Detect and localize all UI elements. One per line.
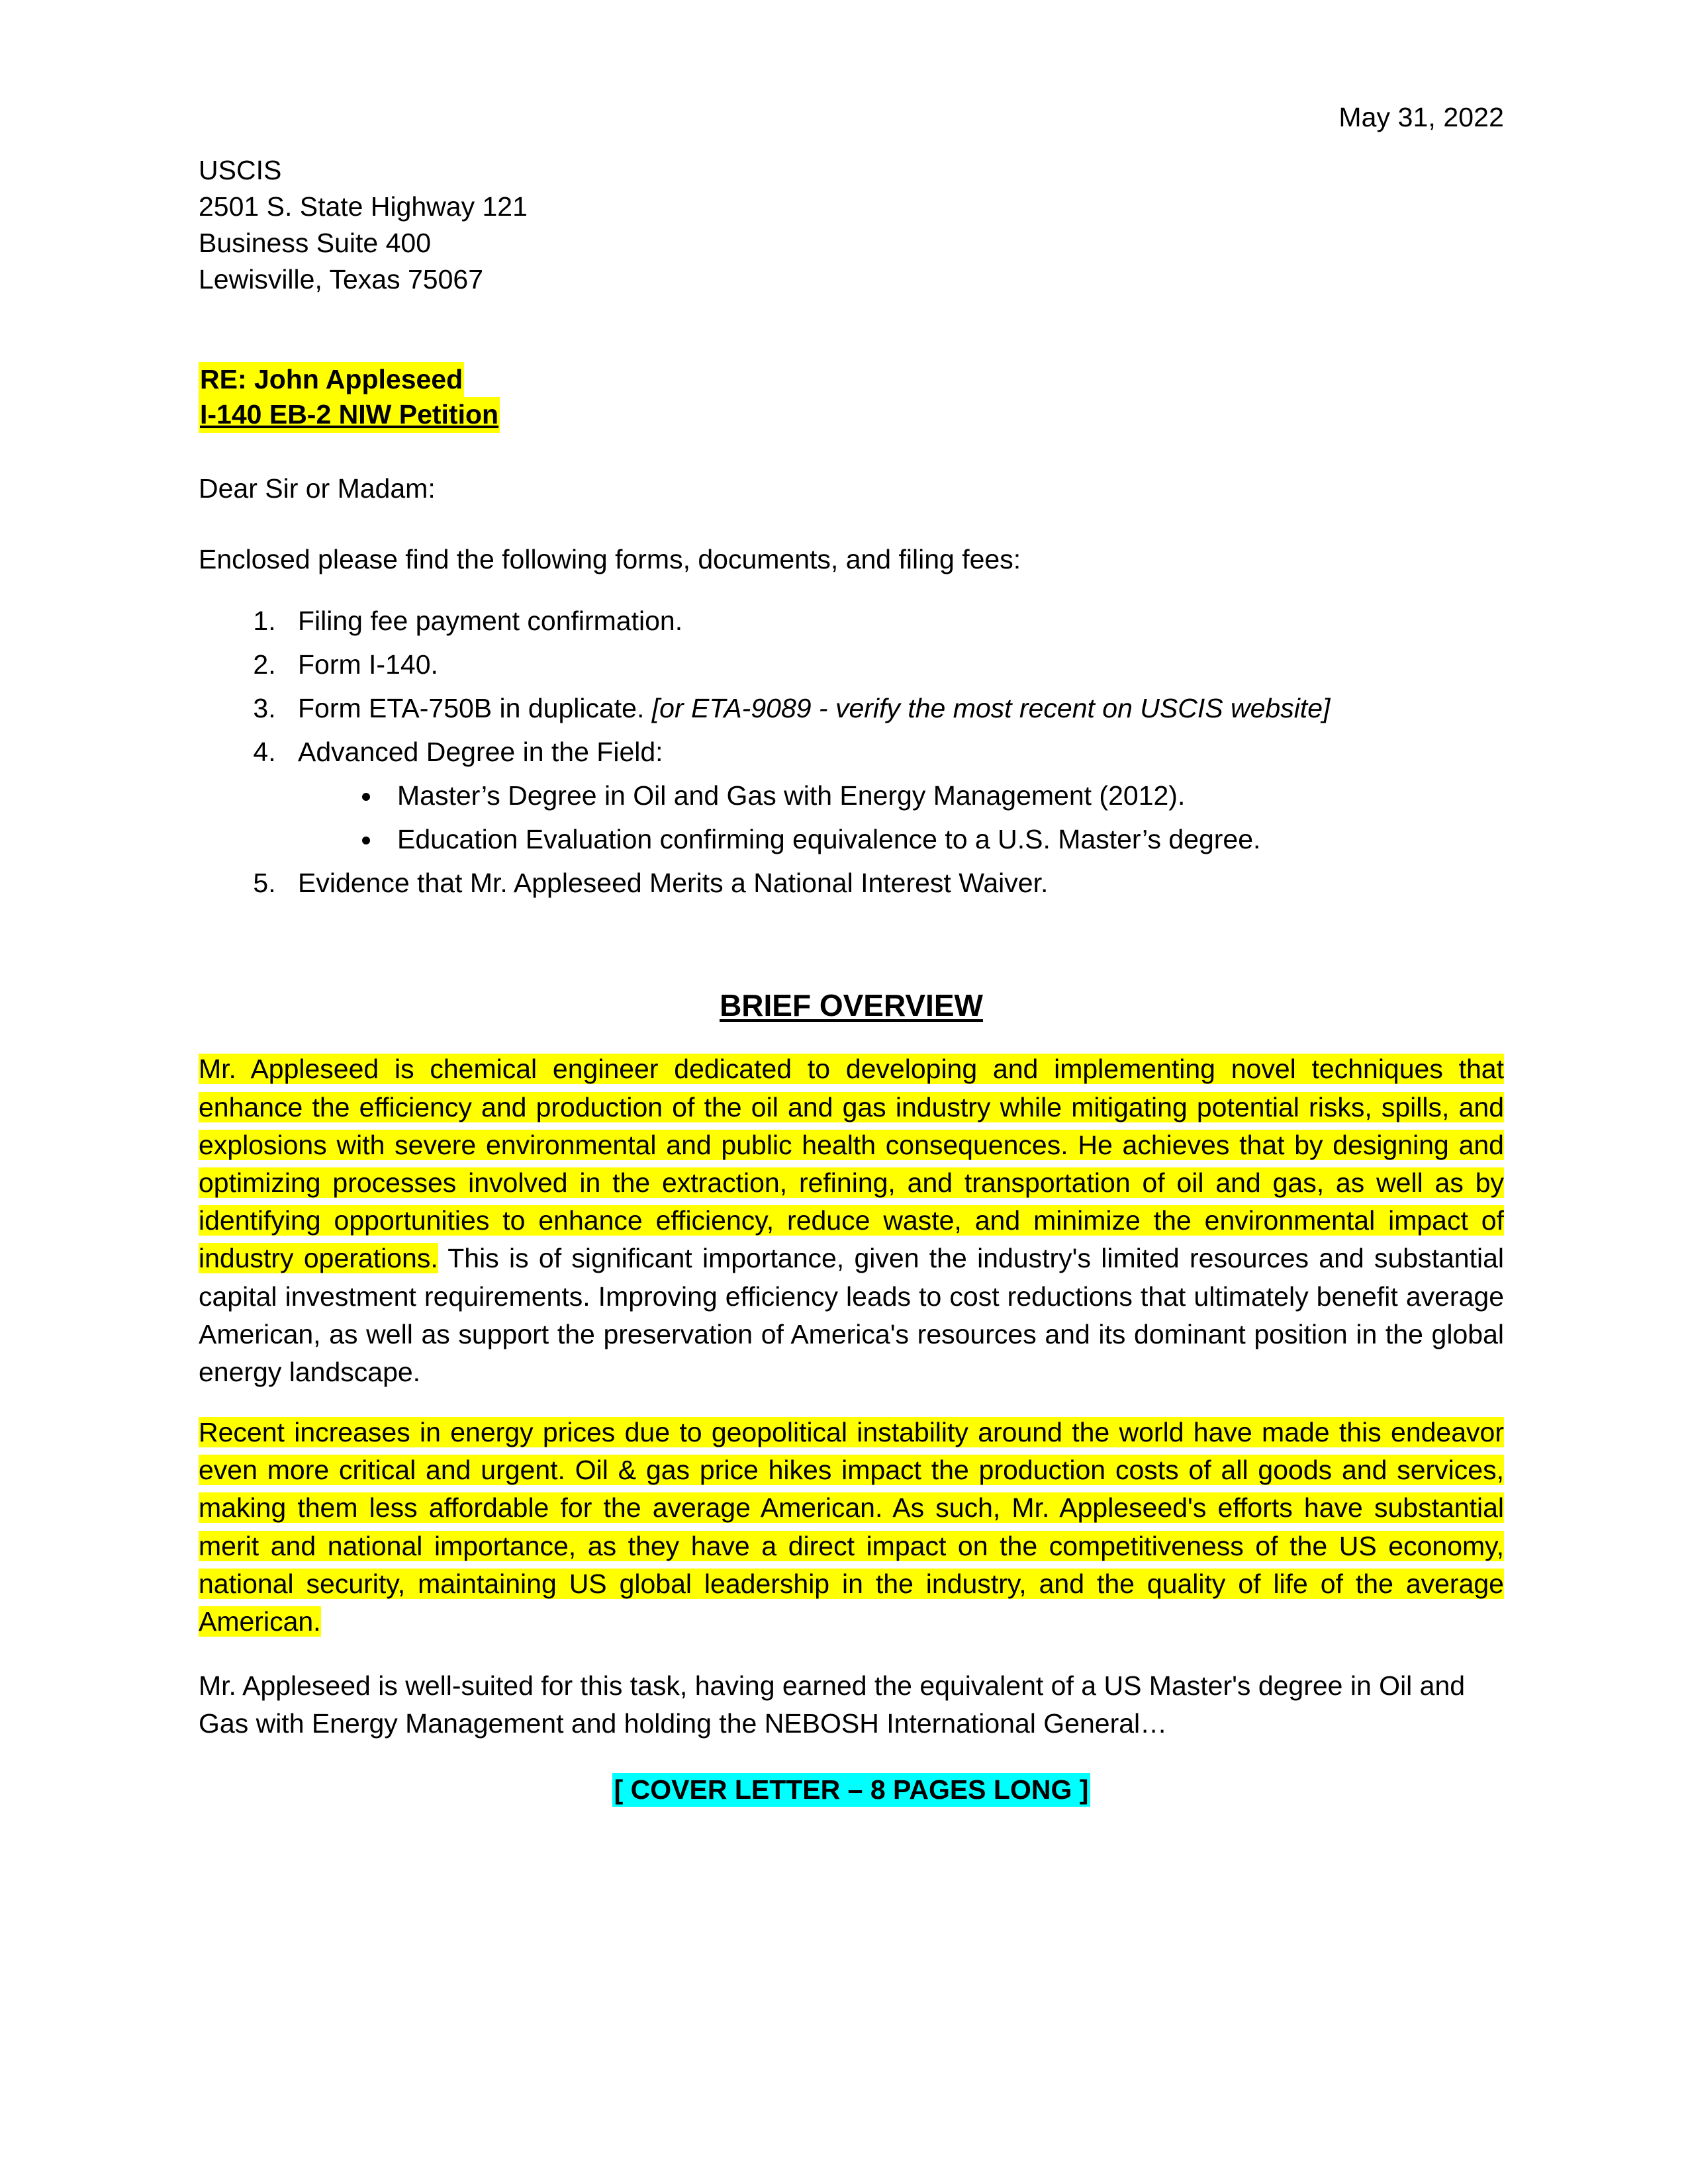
enclosure-text-1: Filing fee payment confirmation. bbox=[298, 606, 683, 637]
plain-text: Mr. Appleseed is well-suited for this task, having earned the equivalent of a US Master's degree in Oil and Gas with Energy Management and holding the NEBOSH International General… bbox=[199, 1670, 1466, 1739]
address-line-1: USCIS bbox=[199, 154, 282, 185]
enclosure-text-2: Form I-140. bbox=[298, 649, 438, 680]
list-item bbox=[283, 603, 1504, 639]
list-item bbox=[283, 734, 1504, 858]
overview-paragraph-2 bbox=[199, 1414, 1504, 1641]
re-subject-row-2 bbox=[199, 397, 1504, 433]
cover-letter-note bbox=[199, 1772, 1504, 1807]
list-item bbox=[283, 865, 1504, 901]
recipient-address-block bbox=[199, 152, 1504, 298]
enclosure-sub-text-1: Master’s Degree in Oil and Gas with Energy Management (2012). bbox=[397, 780, 1186, 811]
enclosure-sub-list bbox=[298, 778, 1504, 858]
enclosure-intro: Enclosed please find the following forms, documents, and filing fees: bbox=[199, 544, 1021, 575]
letter-date: May 31, 2022 bbox=[1338, 102, 1504, 132]
enclosure-text-3: Form ETA-750B in duplicate. bbox=[298, 692, 652, 723]
list-item bbox=[383, 821, 1504, 858]
page-title bbox=[199, 986, 1504, 1026]
overview-paragraph-1 bbox=[199, 1050, 1504, 1391]
highlighted-text: Mr. Appleseed is chemical engineer dedicated to developing and implementing novel techniques that enhance the efficiency and production of the oil and gas industry while mitigating potential risks, spills, and explosions with severe environmental and public health consequences. He achieves that by designing and optimizing processes involved in the extraction, refining, and transportation of oil and gas, as well as by identifying opportunities to enhance efficiency, reduce waste, and minimize the environmental impact of industry operations. bbox=[199, 1054, 1504, 1274]
re-subject-row-1 bbox=[199, 362, 1504, 398]
salutation: Dear Sir or Madam: bbox=[199, 473, 436, 504]
re-subject-name: RE: John Appleseed bbox=[199, 362, 464, 398]
overview-paragraph-3 bbox=[199, 1667, 1504, 1743]
list-item bbox=[283, 690, 1504, 727]
cover-letter-note-text: [ COVER LETTER – 8 PAGES LONG ] bbox=[612, 1773, 1091, 1807]
plain-text: This is of significant importance, given the industry's limited resources and substantial capital investment requirements. Improving efficiency leads to cost reductions that ultimately benefit average American, as well as support the preservation of America's resources and its dominant position in the global energy landscape. bbox=[199, 1243, 1505, 1387]
document-content bbox=[199, 99, 1504, 1807]
re-subject-petition-type: I-140 EB-2 NIW Petition bbox=[199, 397, 500, 433]
highlighted-text: Recent increases in energy prices due to geopolitical instability around the world have made this endeavor even more critical and urgent. Oil & gas price hikes impact the production costs of all goods and services, making them less affordable for the average American. As such, Mr. Appleseed's efforts have substantial merit and national importance, as they have a direct impact on the competitiveness of the US economy, national security, maintaining US global leadership in the industry, and the quality of life of the average American. bbox=[199, 1417, 1504, 1637]
list-item bbox=[383, 778, 1504, 814]
enclosure-text-5: Evidence that Mr. Appleseed Merits a National Interest Waiver. bbox=[298, 867, 1049, 898]
enclosure-note-3: [or ETA-9089 - verify the most recent on USCIS website] bbox=[651, 692, 1331, 723]
enclosure-sub-text-2: Education Evaluation confirming equivalence to a U.S. Master’s degree. bbox=[397, 823, 1261, 854]
enclosure-text-4: Advanced Degree in the Field: bbox=[298, 736, 663, 767]
address-line-4: Lewisville, Texas 75067 bbox=[199, 264, 483, 295]
list-item bbox=[283, 647, 1504, 683]
section-title-text: BRIEF OVERVIEW bbox=[720, 987, 983, 1023]
address-line-3: Business Suite 400 bbox=[199, 228, 432, 259]
address-line-2: 2501 S. State Highway 121 bbox=[199, 191, 528, 222]
enclosure-list bbox=[199, 603, 1504, 901]
re-subject-block bbox=[199, 362, 1504, 433]
